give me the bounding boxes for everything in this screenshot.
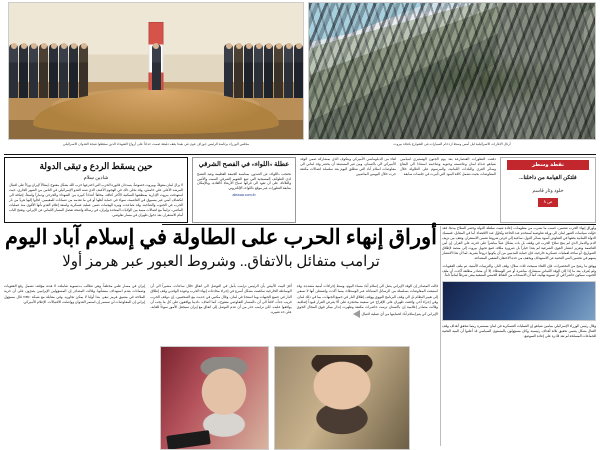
bottom-portraits: [160, 346, 410, 450]
opinion-teaser-box[interactable]: [500, 157, 596, 223]
right-strip-extra-1: ووفق ما رشح من التحضيرات، فإن اللقاء سيبحث ثلاث سلال: وقف النار، والترتيبات الأمنية، ثم ملف العقوبات. ولم يُعرف بعد ما إذا كان الوفد اللبناني سيشارك مباشرة أو عبر الوسطاء. إلا أن مصادر مطلعة أكدت أن ملف الجنوب سيكون حاضراً في أي تسوية نهائية، كما أن الانسحاب من النقاط الخمس المتبقية يبقى شرطاً لبنانياً ثابتاً.: [442, 263, 596, 278]
attendee-group-left: [224, 44, 303, 98]
column-separator: [440, 226, 441, 446]
cabinet-photo-caption: مجلس الوزراء برئاسة الرئيس جوزاف عون في بعبدا يقف دقيقة صمت حداداً على أرواح الشهداء الذين سقطوا نتيجة العدوان الاسرائيلي: [62, 141, 250, 146]
article-column-3: إيران في مسار علني مختلفاً. وهي تطالب بـ«تسوية شاملة» لا هدنة مؤقتة، تشمل رفع العقوبات وضمانات بعدم استهداف منشآتها. وقالت المصادر إن المسؤولين الإيرانيين يصرّون على أن حرية الملاحة في مضيق هرمز تبقى بندا أوليا لا يمكن تجاوزه. وفي مقابلة مع شبكة NBC قال مسؤول إيراني إن المفاوضات لن تستمر إن استمر العدوان وواصلت الاغتيالات. الإعلام الأميركي.: [4, 284, 146, 304]
holiday-notice-body: تحتجب «اللواء» عن الصدور، بمناسبة الجمعة العظيمة وعيد الفصح لدى الطوائف المسيحية التي تتبع التقويم الشرقي السبت والأثنين والثلاثاء، على أن تعود الى قرائها صباح الأربعاء كالعادة، وبالإمكان متابعة التطورات عبر موقع «اللواء» الإلكتروني: [197, 171, 291, 191]
top-photo-band: [0, 0, 600, 152]
mini-column-1: دفعت التطورات الفتصارعة بعد يوم الجنون الهستيري لبنيامين نتنياهو غـداة لبنان وعاصمته وجنوبه وضاحيته استنادا الى البقاع وسائر القرى والبلدات اللبنانية، والمرسوم على الطاولة خلال المفاوضات بحيث تشمل كافة البنود التي أثيرت في جلسات سابقة: [400, 157, 496, 177]
lebanese-cabinet-photo: [8, 2, 304, 140]
page-subheadline: ترامب متفائل بالاتفاق.. وشروط العبور عبر هرمز أولا: [62, 253, 380, 270]
secondary-band: [4, 157, 596, 223]
holiday-notice-box: [192, 157, 296, 223]
right-opinion-title[interactable]: حين يسقط الردع و تبقى الدولة: [39, 161, 153, 171]
cabinet-photo-cell: [8, 2, 304, 150]
right-opinion-box: [4, 157, 188, 223]
page-headline: أوراق إنهاء الحرب على الطاولة في إسلام آباد اليوم: [4, 225, 438, 249]
article-column-1-text: قالت المصادر إن الوفد الإيراني يصل الى إسلام آباد مساء اليوم، وسط إجراءات أمنية مشددة. وقد استبقت المفاوضات بسلسلة من الرسائل المتبادلة عبر الوسطاء، بينما أكدت واشنطن أنها لا تسعى إلى تغيير النظام بل الى وقف البرنامج النووي ووقف إطلاق النار في جميع الجبهات، بما في ذلك لبنان. وفي إجراء آخر، وافقت طهران على الإفراج عن سفينة محتجزة على ألا يفرض القرار قيوداً إضافية. وقالت مصادر إعلامية إن باكستان ترتبت حاضرات مكثفة وظهرت إنذار مبكر فوق المجال الجوي الإيراني كي يتم إسلام آباد لحمايتها من أي عملية اغتيال.: [296, 284, 438, 317]
right-side-column: [442, 226, 596, 446]
highway-area: [498, 3, 584, 139]
right-strip-extra-2: وقال رئيس الوزراء الإسرائيلي بنيامين نتنياهو إن العمليات العسكرية في لبنان مستمرة ريثما تتحقق أهداف وقف القتال بشكل يضمن تحقيق ثلاثة أهداف رئيسية. وكان مسؤولون بالمستوى السياسي قد أعلنوا أن البنية التحتية للجماعات المسلحة لم تعد قادرة على إعادة التموضع.: [442, 324, 596, 339]
sea-area: [309, 3, 429, 49]
holiday-notice-title: عطلة «اللواء» في الفصح الشرقي: [198, 161, 290, 168]
opinion-page-badge[interactable]: ص ٨: [538, 198, 559, 207]
opinion-author: خلود وثار قاسم: [532, 189, 564, 195]
mini-column-2: لقاء من الدبلوماسي الأميركي ويتكوف الذي بمشاركة ضمن الوفد الأميركي الى باكستان، ومن غير المستبعد أن يحضر وفد لبناني الى مفاوضات اسلام آباد التي تنطلق اليوم بعد سلسلة اتصالات مكثفة جرت خلال اليومين الماضيين: [300, 157, 396, 177]
iranian-official-portrait: [160, 346, 269, 450]
article-column-2: أقرّ البيت الأبيض بأن الرئيس ترامب يأمل في التوصل الى اتفاق خلال ساعات، مشيراً الى أن الوساطة الخارجية ساهمت بشكل أسرع في إجراء محادثات إنهاء الحرب وعودة الوفدين وقف إطلاق النار في جميع الجبهات وما استجدّ في لبنان. وقال مكتبي في حديث مع الصحفيين، إن «وقف الحرب قريب جداً»، لافتاً الى أن «المسار التفاوضي مفتوح». كما أضاف: «لدينا يوافقون على كل ما يجب أن يوافقوا عليه». لكن ترامب حذر من أن عدم التوصل إلى اتفاق مع إيران سيجعل الأمور سوءاً للغاية، على حد تعبيره.: [150, 284, 292, 315]
attendee-group-right: [9, 44, 88, 98]
right-strip-photo: [442, 281, 596, 321]
right-opinion-body: لا يزال لبنان معوقاً، وبيروت خصوصاً، يسددان فاتورة الحرب التي اخترعها حزب الله بشكل مفتوح، إمتثالاً لإيران وردّاً على اغتيال المرشد الأعلى علي خامنئي، وقد تجلى ذلك في الهجوم الأعنف الذي شنه العدو الإسرائيلي في الثامن من الشهر الجاري، حيث استهدفت بيروت الإدارية بمنطقتها السكنية الأكثر كثافة، مخلفاً أعداداً كبيرة من الشهداء والجرحى ودماراً واسعاً، إضافة الى انكشاف أمني غير مسبوق في العاصمة، سواء في حماية أهلها أو في ما تقدمه من ضمانات للمقيمين. لجأوا إليها هرباً من نار الحرب في الجنوب والضاحية. وقد تصاعدت وتيرة الهجمات ضمن عملية عسكرية واسعة إعلام العدو بأنها الأقوى منذ عمليات الماضي، تزامناً مع اتصالات مبنية بين الولايات المتحدة وإيران، في رسالة واضحة تفصل المسار اللبناني عن الإيراني، وتفتح الباب أمام الاستقرار، بعد دخول طهران في مسار تفاوضي.: [9, 183, 183, 217]
traffic-photo-cell: [308, 2, 596, 150]
jd-vance-portrait: [274, 346, 410, 450]
continuation-arrow-icon: [353, 310, 360, 318]
divider-top: [4, 154, 596, 155]
website-link[interactable]: alewaa.com.lb: [232, 193, 256, 198]
main-headline-block: [4, 226, 438, 271]
opinion-title[interactable]: فلتكن القيامة من داخلنا...: [519, 175, 577, 182]
right-strip-body: وأوراق إنهاء الحرب تتضمن، حسب ما تسرب من معلومات، إعادة تثبيت سلطة الدولة وحصر السلاح بيدها. فقد حوّلت سياسات العبور لبنان الى ورقة تفاوضية تُستخدم عند الحاجة وتُحوّل عند الاقتضاء. أما في المقابل، فتمسك الدولة اللبنانية بحقها في التفاوض أسوة بسائر الدول، ساعية إلى فرض شروط تضمن الاستقرار، وتقف من نزيف الدم والدمار الذي لم ينتج سلاح الحرب في وقفه، بل بات يشكل عبئاً مباشراً على قدرته على القرار. إن أمن العاصمة وتعزيز انتشار القوى الشرعية لم يعدا خياراً بل ضرورة ملحّة. فمع تحويل بيروت إلى منصة لإطلاق الصواريخ، أو ساحة لعمليات عسكرية خارجية، فإن حماية المدنيين من أن يكونوا دروعاً بشرية، لما أن هذا الانتشار يسهم في تحصين البنى التحتية عن الاستهداف ويخفف من حدة الاحتقان الشعبي المتصاعد.: [442, 226, 596, 260]
right-opinion-author: شادين سلام: [83, 175, 109, 181]
beirut-traffic-photo: [308, 2, 596, 140]
opinion-kicker: نقطة وسطر: [507, 160, 590, 170]
traffic-photo-caption: أرتال الاغارات الاسرائيلية ليل أمس وسط ازدحام السيارات في الشوارع باتجاه بيروت: [393, 141, 511, 146]
